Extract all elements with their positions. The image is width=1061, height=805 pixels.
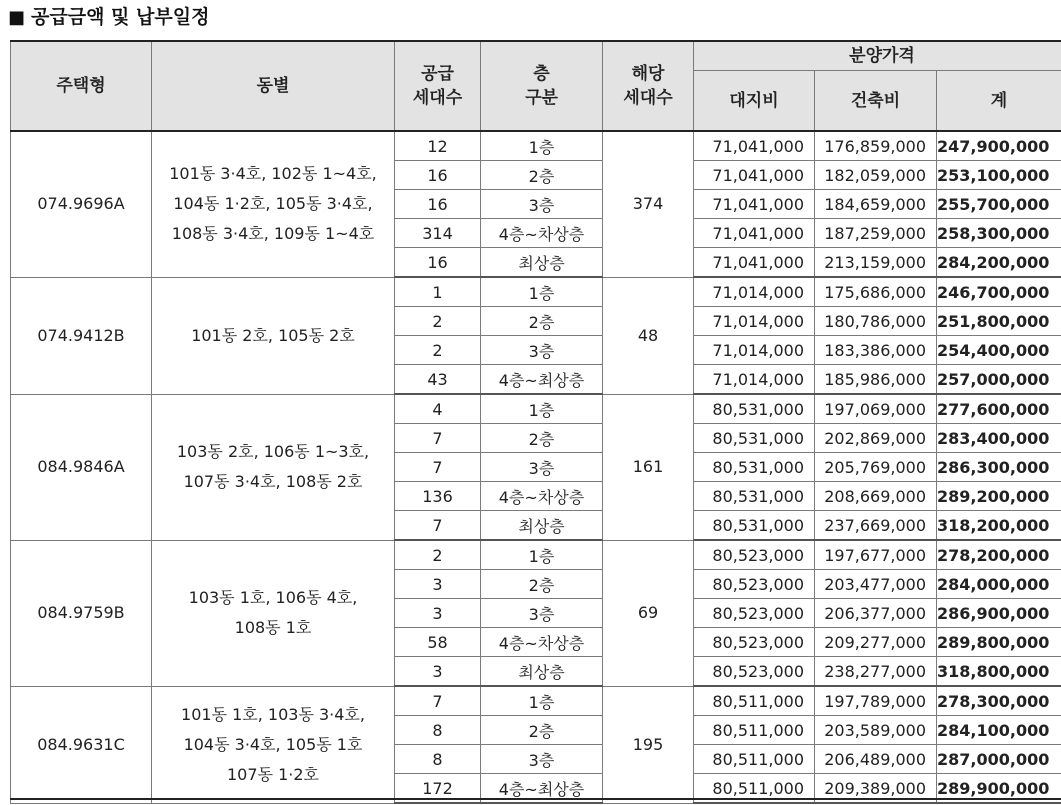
cell-floor: 최상층 (481, 248, 603, 278)
cell-land: 71,014,000 (694, 307, 815, 336)
bottom-rule (10, 798, 1061, 800)
cell-dong: 101동 3·4호, 102동 1~4호, 104동 1·2호, 105동 3·4호, 108동 3·4호, 109동 1~4호 (152, 131, 395, 277)
cell-building: 206,377,000 (815, 599, 937, 628)
cell-land: 71,014,000 (694, 365, 815, 395)
cell-building: 238,277,000 (815, 657, 937, 687)
table-header (11, 41, 1061, 131)
cell-floor: 4층~차상층 (481, 219, 603, 248)
cell-total: 255,700,000 (937, 190, 1061, 219)
cell-applicable-units: 69 (603, 540, 694, 686)
cell-land: 80,531,000 (694, 511, 815, 541)
cell-floor: 1층 (481, 277, 603, 307)
cell-type: 084.9631C (11, 686, 152, 803)
cell-land: 80,523,000 (694, 570, 815, 599)
cell-total: 278,200,000 (937, 540, 1061, 570)
cell-total: 284,000,000 (937, 570, 1061, 599)
cell-supply-units: 12 (395, 131, 481, 161)
cell-land: 80,511,000 (694, 716, 815, 745)
cell-land: 80,523,000 (694, 657, 815, 687)
cell-land: 80,511,000 (694, 774, 815, 804)
cell-total: 257,000,000 (937, 365, 1061, 395)
header-total: 계 (937, 71, 1061, 132)
cell-total: 251,800,000 (937, 307, 1061, 336)
cell-floor: 2층 (481, 307, 603, 336)
cell-building: 176,859,000 (815, 131, 937, 161)
cell-land: 80,523,000 (694, 599, 815, 628)
cell-applicable-units: 195 (603, 686, 694, 803)
cell-floor: 2층 (481, 716, 603, 745)
cell-total: 284,200,000 (937, 248, 1061, 278)
cell-total: 258,300,000 (937, 219, 1061, 248)
cell-floor: 최상층 (481, 511, 603, 541)
cell-land: 71,041,000 (694, 190, 815, 219)
section-title-text: 공급금액 및 납부일정 (31, 6, 210, 28)
cell-floor: 4층~최상층 (481, 774, 603, 804)
cell-total: 289,200,000 (937, 482, 1061, 511)
cell-supply-units: 58 (395, 628, 481, 657)
cell-total: 253,100,000 (937, 161, 1061, 190)
cell-land: 80,523,000 (694, 628, 815, 657)
section-title (8, 2, 209, 32)
cell-supply-units: 7 (395, 453, 481, 482)
cell-type: 074.9696A (11, 131, 152, 277)
cell-supply-units: 43 (395, 365, 481, 395)
cell-supply-units: 7 (395, 686, 481, 716)
cell-floor: 3층 (481, 336, 603, 365)
cell-total: 318,200,000 (937, 511, 1061, 541)
cell-supply-units: 3 (395, 570, 481, 599)
cell-floor: 3층 (481, 453, 603, 482)
cell-land: 80,531,000 (694, 482, 815, 511)
cell-building: 208,669,000 (815, 482, 937, 511)
cell-dong: 101동 1호, 103동 3·4호, 104동 3·4호, 105동 1호 107동 1·2호 (152, 686, 395, 803)
cell-total: 254,400,000 (937, 336, 1061, 365)
cell-building: 185,986,000 (815, 365, 937, 395)
cell-total: 283,400,000 (937, 424, 1061, 453)
cell-floor: 3층 (481, 599, 603, 628)
cell-land: 80,523,000 (694, 540, 815, 570)
cell-floor: 4층~차상층 (481, 482, 603, 511)
cell-supply-units: 314 (395, 219, 481, 248)
cell-building: 202,869,000 (815, 424, 937, 453)
cell-supply-units: 2 (395, 336, 481, 365)
cell-land: 71,041,000 (694, 161, 815, 190)
cell-floor: 1층 (481, 540, 603, 570)
cell-building: 205,769,000 (815, 453, 937, 482)
cell-land: 80,531,000 (694, 424, 815, 453)
cell-total: 247,900,000 (937, 131, 1061, 161)
table-row (11, 394, 1061, 424)
cell-total: 318,800,000 (937, 657, 1061, 687)
cell-applicable-units: 48 (603, 277, 694, 394)
header-floor: 층 구분 (481, 41, 603, 131)
cell-supply-units: 2 (395, 540, 481, 570)
cell-land: 80,531,000 (694, 394, 815, 424)
cell-dong: 103동 2호, 106동 1~3호, 107동 3·4호, 108동 2호 (152, 394, 395, 540)
cell-dong: 103동 1호, 106동 4호, 108동 1호 (152, 540, 395, 686)
cell-supply-units: 8 (395, 716, 481, 745)
cell-land: 71,014,000 (694, 336, 815, 365)
cell-applicable-units: 161 (603, 394, 694, 540)
cell-supply-units: 8 (395, 745, 481, 774)
cell-building: 180,786,000 (815, 307, 937, 336)
cell-floor: 2층 (481, 424, 603, 453)
price-table (10, 40, 1061, 804)
cell-total: 246,700,000 (937, 277, 1061, 307)
cell-building: 203,477,000 (815, 570, 937, 599)
cell-supply-units: 2 (395, 307, 481, 336)
cell-building: 197,789,000 (815, 686, 937, 716)
cell-building: 187,259,000 (815, 219, 937, 248)
header-type: 주택형 (11, 41, 152, 131)
header-price: 분양가격 (694, 41, 1061, 71)
cell-dong: 101동 2호, 105동 2호 (152, 277, 395, 394)
cell-supply-units: 136 (395, 482, 481, 511)
square-bullet-icon: ■ (8, 7, 26, 28)
header-dong: 동별 (152, 41, 395, 131)
cell-supply-units: 16 (395, 248, 481, 278)
cell-total: 289,800,000 (937, 628, 1061, 657)
cell-supply-units: 16 (395, 190, 481, 219)
table-row (11, 540, 1061, 570)
cell-total: 286,300,000 (937, 453, 1061, 482)
cell-building: 183,386,000 (815, 336, 937, 365)
cell-type: 084.9759B (11, 540, 152, 686)
cell-floor: 4층~차상층 (481, 628, 603, 657)
cell-building: 213,159,000 (815, 248, 937, 278)
cell-supply-units: 4 (395, 394, 481, 424)
cell-floor: 1층 (481, 686, 603, 716)
cell-total: 278,300,000 (937, 686, 1061, 716)
table-row (11, 686, 1061, 716)
cell-building: 203,589,000 (815, 716, 937, 745)
cell-land: 71,014,000 (694, 277, 815, 307)
header-applicable-units: 해당 세대수 (603, 41, 694, 131)
cell-land: 71,041,000 (694, 248, 815, 278)
cell-land: 71,041,000 (694, 219, 815, 248)
cell-building: 197,677,000 (815, 540, 937, 570)
cell-land: 80,531,000 (694, 453, 815, 482)
cell-total: 289,900,000 (937, 774, 1061, 804)
cell-building: 209,277,000 (815, 628, 937, 657)
cell-applicable-units: 374 (603, 131, 694, 277)
cell-building: 206,489,000 (815, 745, 937, 774)
cell-supply-units: 16 (395, 161, 481, 190)
header-land: 대지비 (694, 71, 815, 132)
cell-building: 197,069,000 (815, 394, 937, 424)
table-row (11, 131, 1061, 161)
cell-supply-units: 1 (395, 277, 481, 307)
cell-floor: 3층 (481, 745, 603, 774)
header-building: 건축비 (815, 71, 937, 132)
cell-building: 175,686,000 (815, 277, 937, 307)
cell-building: 182,059,000 (815, 161, 937, 190)
header-supply-units: 공급 세대수 (395, 41, 481, 131)
cell-supply-units: 7 (395, 424, 481, 453)
cell-floor: 3층 (481, 190, 603, 219)
cell-building: 184,659,000 (815, 190, 937, 219)
cell-supply-units: 3 (395, 657, 481, 687)
table-row (11, 277, 1061, 307)
cell-total: 287,000,000 (937, 745, 1061, 774)
cell-land: 80,511,000 (694, 745, 815, 774)
cell-floor: 2층 (481, 161, 603, 190)
cell-land: 80,511,000 (694, 686, 815, 716)
cell-floor: 1층 (481, 131, 603, 161)
cell-floor: 1층 (481, 394, 603, 424)
cell-floor: 2층 (481, 570, 603, 599)
cell-supply-units: 3 (395, 599, 481, 628)
cell-building: 209,389,000 (815, 774, 937, 804)
cell-building: 237,669,000 (815, 511, 937, 541)
cell-supply-units: 172 (395, 774, 481, 804)
cell-type: 074.9412B (11, 277, 152, 394)
cell-type: 084.9846A (11, 394, 152, 540)
cell-total: 284,100,000 (937, 716, 1061, 745)
cell-total: 286,900,000 (937, 599, 1061, 628)
cell-floor: 최상층 (481, 657, 603, 687)
cell-land: 71,041,000 (694, 131, 815, 161)
table-body (11, 131, 1061, 803)
cell-total: 277,600,000 (937, 394, 1061, 424)
cell-supply-units: 7 (395, 511, 481, 541)
cell-floor: 4층~최상층 (481, 365, 603, 395)
